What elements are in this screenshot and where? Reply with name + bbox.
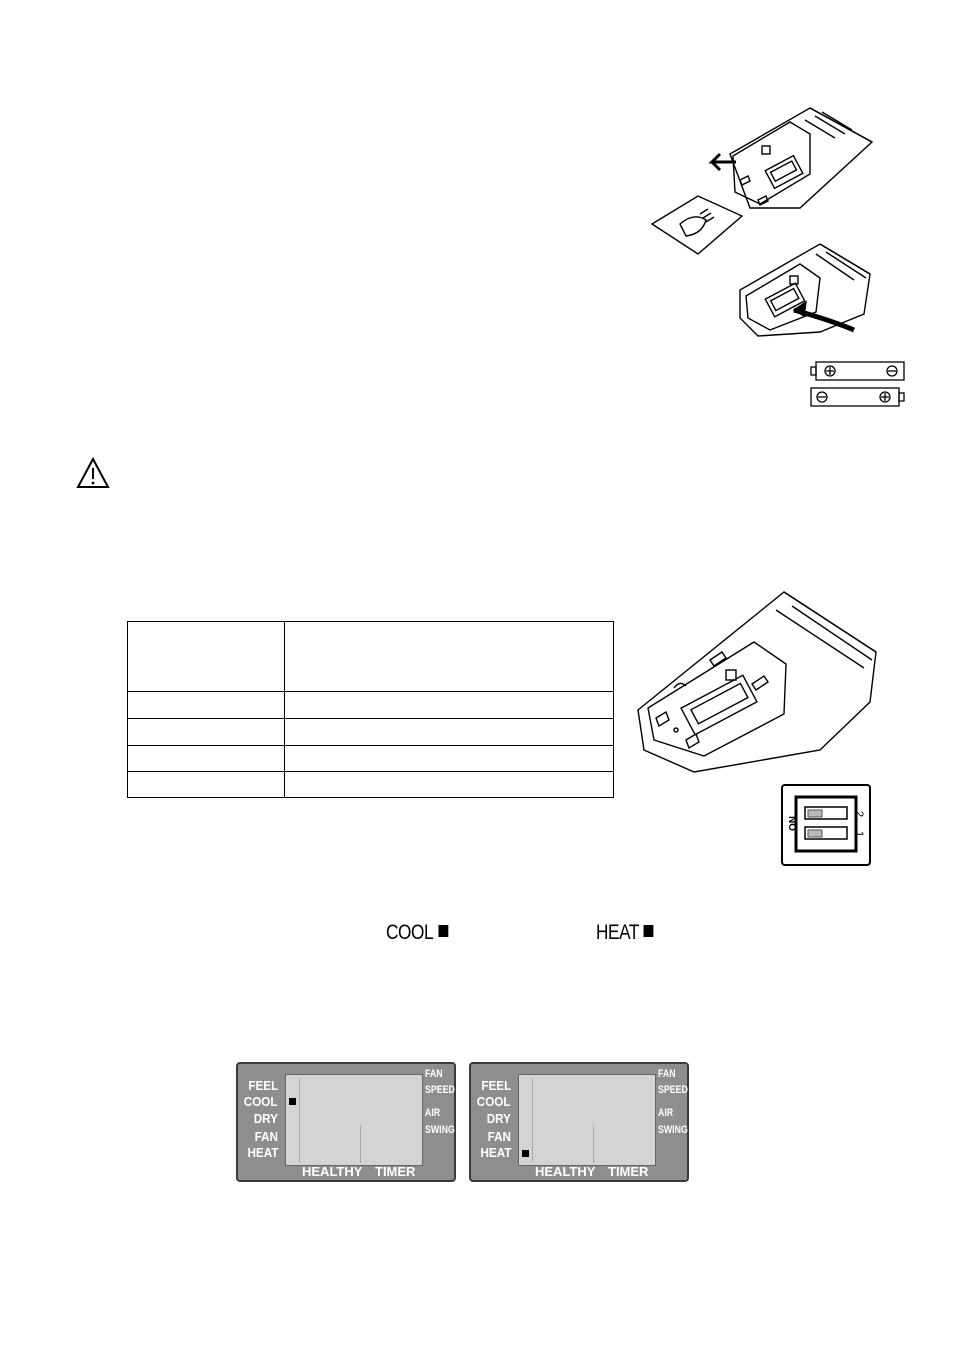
lcd-panel-cool [236,1062,456,1182]
lcd-divider [532,1078,533,1162]
svg-text:1: 1 [853,831,865,838]
lcd-label-healthy: HEALTHY [302,1164,363,1179]
spec-table [127,621,614,798]
mode-marker [522,1150,529,1157]
cool-mode-indicator [386,922,448,943]
mode-marker [289,1098,296,1105]
heat-mode-label: HEAT [596,921,640,944]
remote-battery-compartment-illustration [634,590,879,775]
lcd-label-timer: TIMER [608,1164,649,1179]
lcd-label-fan-speed: FAN [658,1068,676,1080]
svg-text:2: 2 [853,811,865,818]
lcd-label-dry: DRY [486,1111,511,1126]
dip-switch-diagram [780,783,872,867]
square-icon [644,925,654,937]
lcd-screen [518,1074,656,1166]
lcd-divider [593,1125,594,1163]
lcd-label-healthy: HEALTHY [535,1164,596,1179]
svg-text:ON: ON [788,816,799,831]
lcd-label-fan: FAN [487,1129,511,1144]
heat-mode-indicator [596,922,654,943]
lcd-label-dry: DRY [253,1111,278,1126]
lcd-label-air: AIR [425,1107,441,1119]
lcd-panel-heat [469,1062,689,1182]
lcd-label-heat: HEAT [247,1145,278,1160]
cool-mode-label: COOL [386,921,434,944]
table-row [128,746,614,772]
lcd-label-speed: SPEED [425,1084,455,1096]
battery-polarity-diagram [808,360,908,410]
lcd-label-swing: SWING [425,1124,455,1136]
table-row [128,622,614,692]
table-row [128,772,614,798]
square-icon [438,925,448,937]
table-row [128,692,614,719]
lcd-screen [285,1074,423,1166]
lcd-label-fan-speed: FAN [425,1068,443,1080]
lcd-label-heat: HEAT [480,1145,511,1160]
table-row [128,719,614,746]
remote-cover-removal-illustration [640,104,875,344]
lcd-divider [360,1125,361,1163]
lcd-divider [299,1078,300,1162]
lcd-label-feel: FEEL [481,1078,511,1093]
lcd-label-speed: SPEED [658,1084,688,1096]
lcd-label-cool: COOL [244,1094,278,1109]
lcd-label-feel: FEEL [248,1078,278,1093]
lcd-label-cool: COOL [477,1094,511,1109]
lcd-label-swing: SWING [658,1124,688,1136]
lcd-label-fan: FAN [254,1129,278,1144]
warning-icon [76,457,110,489]
lcd-label-timer: TIMER [375,1164,416,1179]
lcd-label-air: AIR [658,1107,674,1119]
